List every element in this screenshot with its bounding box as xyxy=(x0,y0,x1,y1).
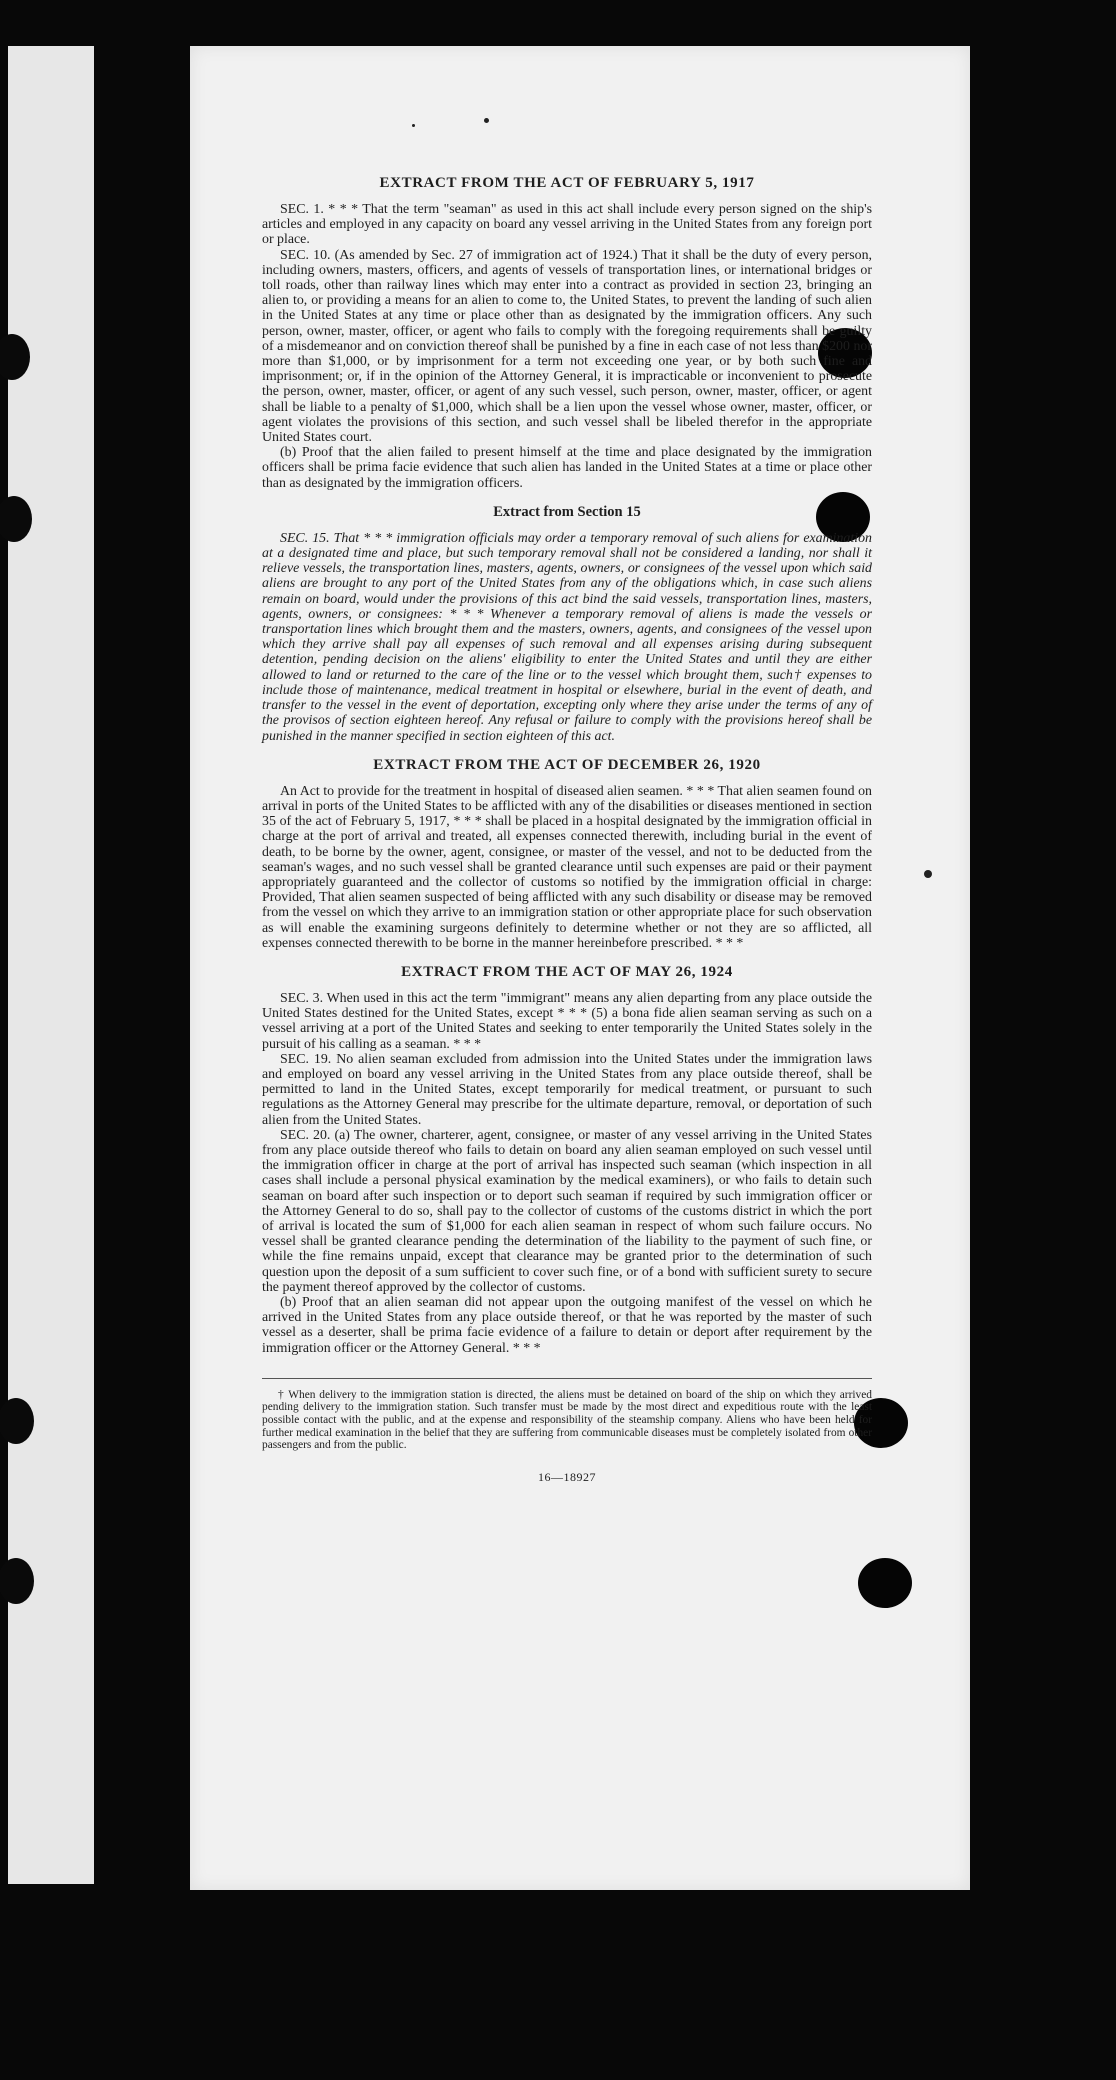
paragraph: SEC. 20. (a) The owner, charterer, agent, consignee, or master of any vessel arriving in the United States from any place outside thereof who fails to detain on board any alien seaman employed on such vessel until the immigration officer in charge at the port of arrival has inspected such seaman (which inspection in all cases shall include a personal physical examination by the medical examiners), or who fails to detain such seaman on board after such inspection or to deport such seaman if required by such immigration officer or the Attorney General to do so, shall pay to the collector of customs of the customs district in which the port of arrival is located the sum of $1,000 for each alien seaman in respect of whom such failure occurs. No vessel shall be granted clearance pending the determination of the liability to the payment of such fine, or while the fine remains unpaid, except that clearance may be granted prior to the determination of such question upon the deposit of a sum sufficient to cover such fine, or of a bond with sufficient surety to secure the payment thereof approved by the collector of customs. xyxy=(262,1127,872,1295)
punch-hole xyxy=(0,1398,34,1444)
paragraph: SEC. 15. That * * * immigration officials may order a temporary removal of such aliens for examination at a designated time and place, but such temporary removal shall not be considered a landing, nor shall it relieve vessels, the transportation lines, masters, agents, owners, or consignees of the vessel upon which said aliens are brought to any port of the United States from any of the obligations which, in case such aliens remain on board, would under the provisions of this act bind the said vessels, transportation lines, masters, agents, owners, or consignees: * * * Whenever a temporary removal of aliens is made the vessels or transportation lines which brought them and the masters, owners, agents, and consignees of the vessel upon which they arrive shall pay all expenses of such removal and all expenses arising during subsequent detention, pending decision on the aliens' eligibility to enter the United States and until they are either allowed to land or returned to the care of the line or to the vessel which brought them, such† expenses to include those of maintenance, medical treatment in hospital or elsewhere, burial in the event of death, and transfer to the vessel in the event of deportation, excepting only where they arise under the terms of any of the provisos of section eighteen hereof. Any refusal or failure to comply with the provisions hereof shall be punished in the manner specified in section eighteen of this act. xyxy=(262,530,872,744)
section-heading: EXTRACT FROM THE ACT OF FEBRUARY 5, 1917 xyxy=(379,175,755,191)
footnote-divider xyxy=(262,1378,872,1379)
paragraph: (b) Proof that the alien failed to present himself at the time and place designated by the immigration officers shall be prima facie evidence that such alien has landed in the United States at a time or place other than as designated by the immigration officers. xyxy=(262,445,872,491)
footnote: † When delivery to the immigration station is directed, the aliens must be detained on board of the ship on which they arrived pending delivery to the immigration station. Such transfer must be made by the most direct and expeditious route with the least possible contact with the public, and at the expense and responsibility of the steamship company. Aliens who have been held for further medical examination in the belief that they are suffering from communicable diseases must be completely isolated from other passengers and from the public. xyxy=(262,1388,872,1452)
print-speck xyxy=(924,870,932,878)
section-act-1924 xyxy=(262,963,872,1356)
section-extract-15 xyxy=(262,503,872,744)
punch-hole xyxy=(0,496,32,542)
paragraph: SEC. 1. * * * That the term "seaman" as used in this act shall include every person signed on the ship's articles and employed in any capacity on board any vessel arriving in the United States from any foreign port or place. xyxy=(262,202,872,248)
paragraph: SEC. 3. When used in this act the term "immigrant" means any alien departing from any place outside the United States destined for the United States, except * * * (5) a bona fide alien seaman serving as such on a vessel arriving at a port of the United States and seeking to enter temporarily the United States solely in the pursuit of his calling as a seaman. * * * xyxy=(262,990,872,1052)
paragraph: SEC. 10. (As amended by Sec. 27 of immigration act of 1924.) That it shall be the duty of every person, including owners, masters, officers, and agents of vessels of transportation lines, or international bridges or toll roads, other than railway lines which may enter into a contract as provided in section 23, bringing an alien to, or providing a means for an alien to come to, the United States, to prevent the landing of such alien in the United States at any time or place other than as designated by the immigration officers. Any such person, owner, master, officer, or agent who fails to comply with the foregoing requirements shall be guilty of a misdemeanor and on conviction thereof shall be punished by a fine in each case of not less than $200 nor more than $1,000, or by imprisonment for a term not exceeding one year, or by both such fine and imprisonment; or, if in the opinion of the Attorney General, it is impracticable or inconvenient to prosecute the person, owner, master, officer, or agent of any such vessel, such person, owner, master, officer, or agent shall be liable to a penalty of $1,000, which shall be a lien upon the vessel whose owner, master, officer, or agent violates the provisions of this section, and such vessel shall be libeled therefor in the appropriate United States court. xyxy=(262,247,872,446)
section-heading: EXTRACT FROM THE ACT OF MAY 26, 1924 xyxy=(401,963,733,980)
paragraph: SEC. 19. No alien seaman excluded from admission into the United States under the immigration laws and employed on board any vessel arriving in the United States from any place outside thereof, shall be permitted to land in the United States, except temporarily for medical treatment, or pursuant to such regulations as the Attorney General may prescribe for the ultimate departure, removal, or deportation of such alien from the United States. xyxy=(262,1051,872,1128)
section-act-1920 xyxy=(262,756,872,951)
print-speck xyxy=(484,118,489,123)
punch-hole xyxy=(0,334,30,380)
adjacent-page-edge xyxy=(8,46,94,1884)
paragraph: (b) Proof that an alien seaman did not appear upon the outgoing manifest of the vessel on which he arrived in the United States from any place outside thereof, or that he was reported by the master of such vessel as a deserter, shall be prima facie evidence of a failure to detain or deport after requirement by the immigration officer or the Attorney General. * * * xyxy=(262,1295,872,1356)
punch-hole xyxy=(858,1558,912,1608)
paragraph: An Act to provide for the treatment in hospital of diseased alien seamen. * * * That alien seamen found on arrival in ports of the United States to be afflicted with any of the disabilities or diseases mentioned in section 35 of the act of February 5, 1917, * * * shall be placed in a hospital designated by the immigration official in charge at the port of arrival and treated, all expenses connected therewith, including burial in the event of death, to be borne by the owner, agent, consignee, or master of the vessel, and not to be deducted from the seaman's wages, and no such vessel shall be granted clearance until such expenses are paid or their payment appropriately guaranteed and the collector of customs so notified by the immigration official in charge: Provided, That alien seamen suspected of being afflicted with any such disability or disease may be removed from the vessel on which they arrive to an immigration station or other appropriate place for such observation as will enable the examining surgeons definitely to determine whether or not they are so afflicted, all expenses connected therewith to be borne in the manner hereinbefore prescribed. * * * xyxy=(262,783,872,951)
punch-hole xyxy=(0,1558,34,1604)
document-page xyxy=(190,46,970,1890)
print-speck xyxy=(412,124,415,127)
section-act-1917 xyxy=(262,174,872,491)
page-identifier: 16—18927 xyxy=(538,1469,596,1484)
section-heading: EXTRACT FROM THE ACT OF DECEMBER 26, 1920 xyxy=(373,756,761,773)
document-text xyxy=(262,174,872,1485)
section-heading: Extract from Section 15 xyxy=(493,503,641,520)
